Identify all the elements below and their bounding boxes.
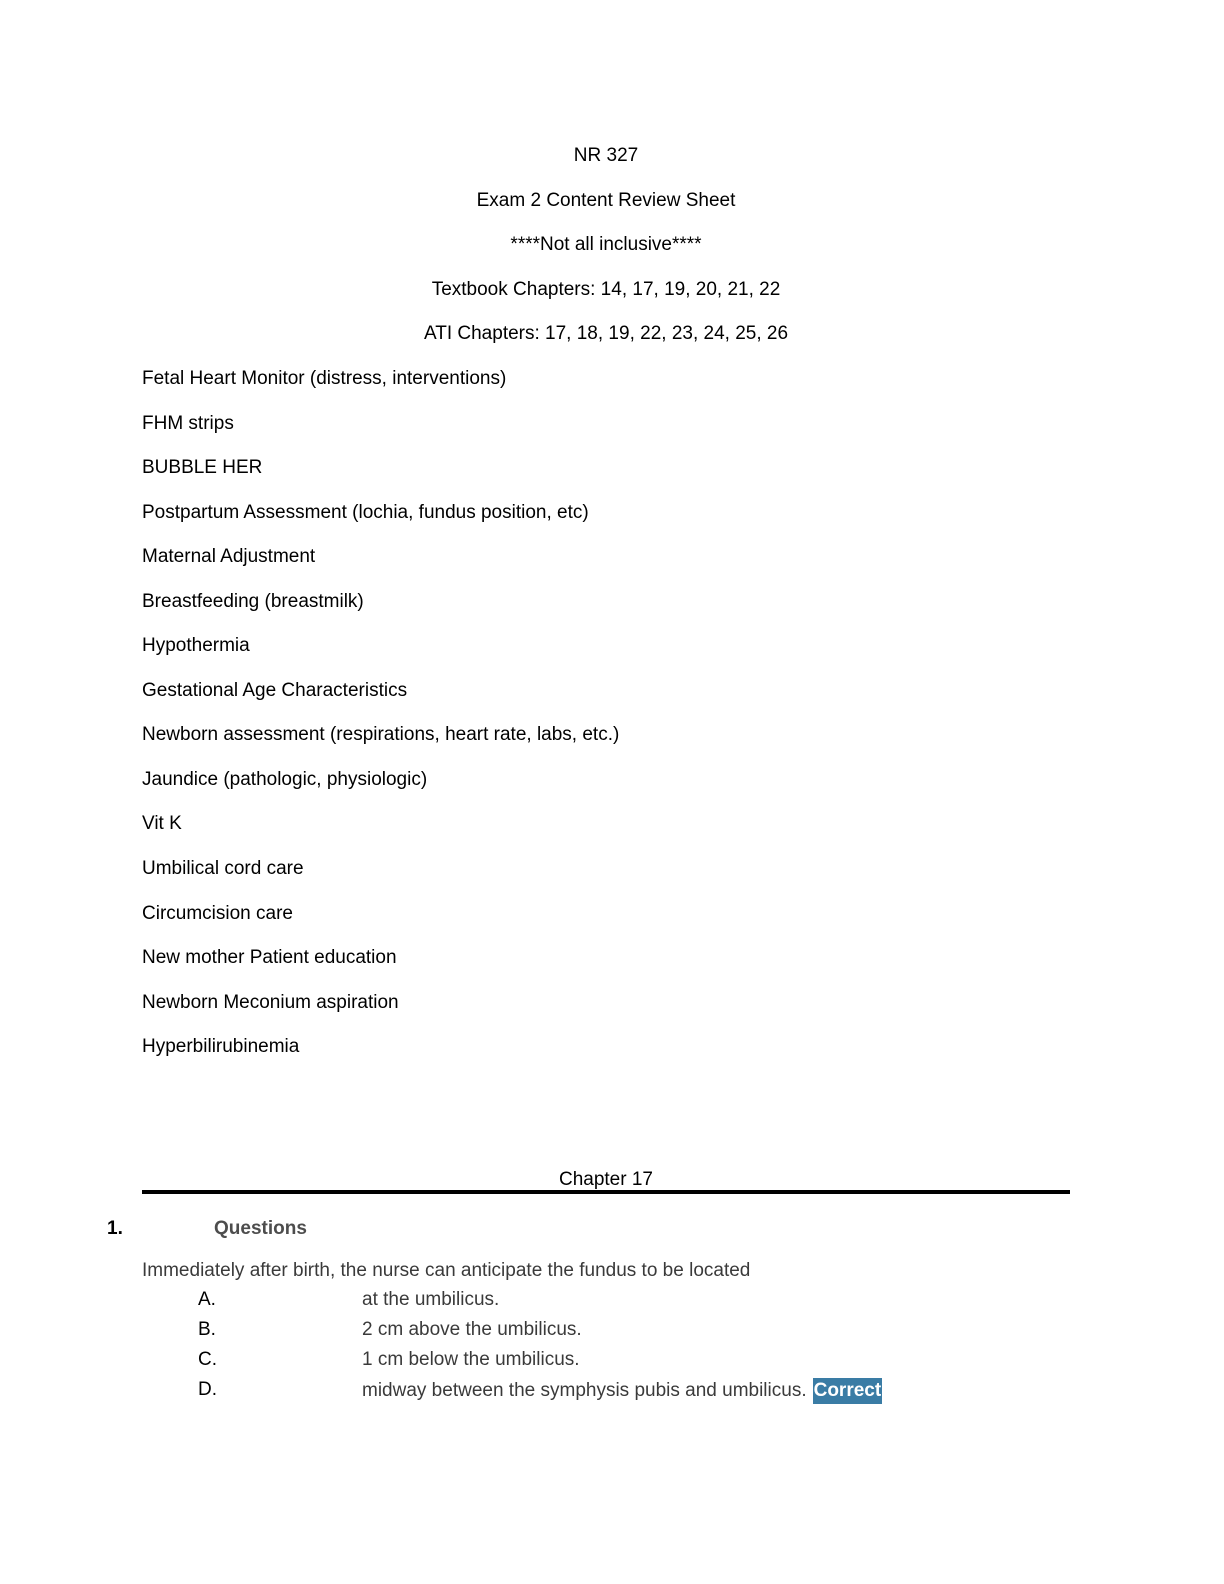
option-text-c: 1 cm below the umbilicus.	[362, 1349, 580, 1370]
list-item: Hyperbilirubinemia	[142, 1036, 300, 1057]
option-d	[362, 1378, 882, 1404]
chapter-heading: Chapter 17	[558, 1169, 653, 1190]
option-letter-d: D.	[198, 1379, 217, 1400]
list-item: BUBBLE HER	[142, 457, 263, 478]
list-item: Newborn Meconium aspiration	[142, 992, 399, 1013]
option-text-d: midway between the symphysis pubis and umbilicus.	[362, 1380, 807, 1401]
course-code: NR 327	[573, 145, 639, 166]
list-item: FHM strips	[142, 413, 234, 434]
list-item: Jaundice (pathologic, physiologic)	[142, 769, 428, 790]
option-letter-b: B.	[198, 1319, 216, 1340]
list-item: Gestational Age Characteristics	[142, 680, 408, 701]
list-item: Breastfeeding (breastmilk)	[142, 591, 364, 612]
question-number: 1.	[107, 1218, 123, 1239]
list-item: Vit K	[142, 813, 182, 834]
list-item: Umbilical cord care	[142, 858, 304, 879]
list-item: Hypothermia	[142, 635, 250, 656]
list-item: Fetal Heart Monitor (distress, interventions)	[142, 368, 507, 389]
chapter-divider	[142, 1190, 1070, 1194]
question-stem: Immediately after birth, the nurse can anticipate the fundus to be located	[142, 1260, 751, 1281]
list-item: Circumcision care	[142, 903, 293, 924]
list-item: Postpartum Assessment (lochia, fundus position, etc)	[142, 502, 589, 523]
questions-heading: Questions	[214, 1218, 307, 1239]
option-text-b: 2 cm above the umbilicus.	[362, 1319, 582, 1340]
ati-chapters: ATI Chapters: 17, 18, 19, 22, 23, 24, 25, 26	[423, 323, 789, 344]
option-letter-c: C.	[198, 1349, 217, 1370]
list-item: Maternal Adjustment	[142, 546, 316, 567]
document-title: Exam 2 Content Review Sheet	[476, 190, 736, 211]
option-text-a: at the umbilicus.	[362, 1289, 500, 1310]
list-item: Newborn assessment (respirations, heart rate, labs, etc.)	[142, 724, 620, 745]
list-item: New mother Patient education	[142, 947, 397, 968]
textbook-chapters: Textbook Chapters: 14, 17, 19, 20, 21, 22	[431, 279, 781, 300]
correct-answer-badge: Correct	[813, 1378, 883, 1404]
option-letter-a: A.	[198, 1289, 216, 1310]
inclusive-note: ****Not all inclusive****	[510, 234, 702, 255]
